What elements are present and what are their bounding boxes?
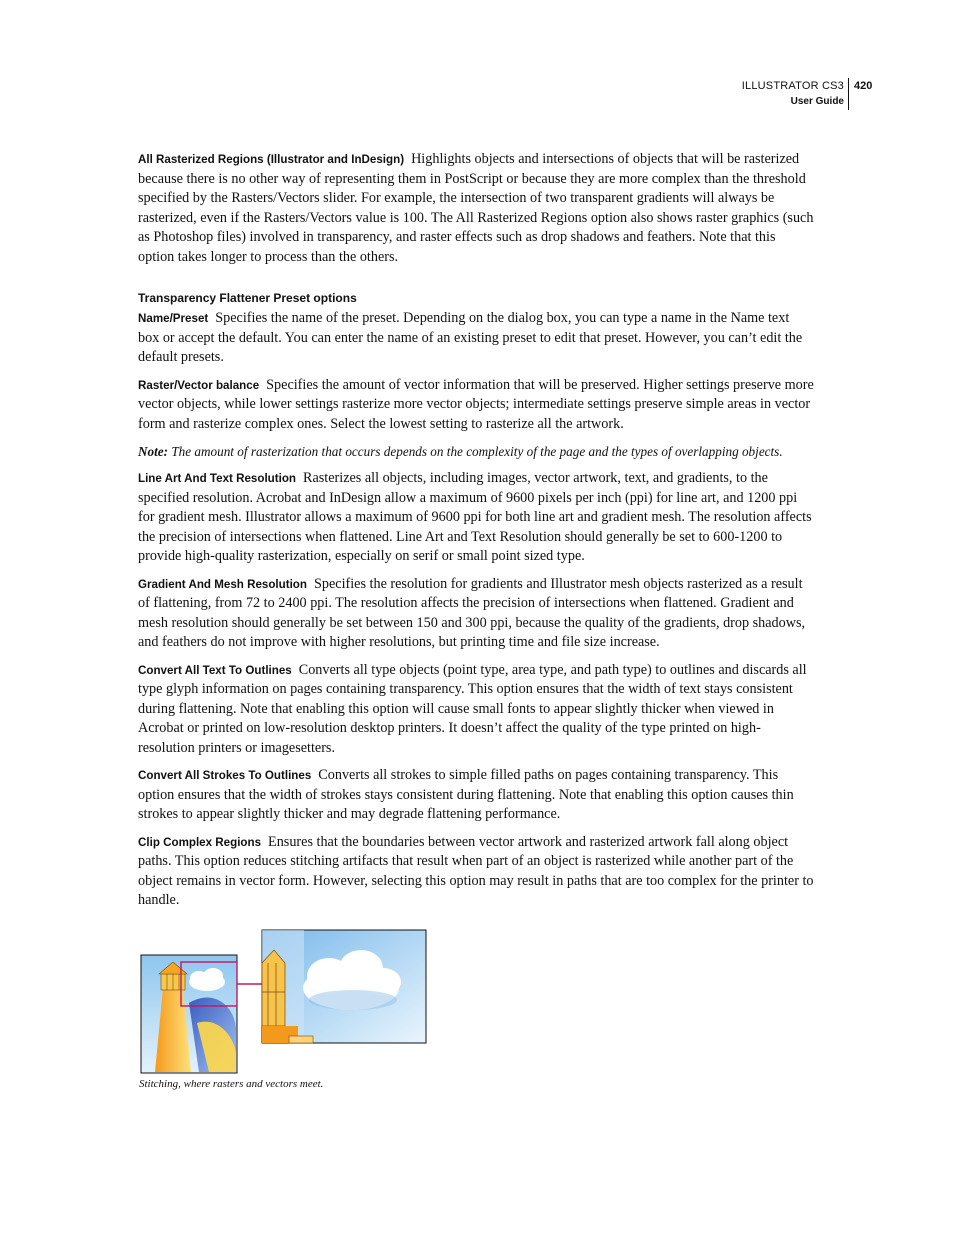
option-term: Clip Complex Regions [138,835,262,849]
page-number: 420 [848,78,872,110]
note-paragraph [138,442,814,461]
option-text: Converts all type objects (point type, area type, and path type) to outlines and discards all type glyph information on pages containing transparency. This option ensures that the width of text stays consistent during flattening. Note that enabling this option will cause small fonts to appear slightly thicker when viewed in Acrobat or printed on low-resolution desktop printers. It doesn’t affect the quality of the type printed on high-resolution printers or imagesetters. [138,661,807,756]
intro-paragraph [138,150,814,267]
page-content [138,150,814,919]
running-header [741,78,873,109]
option-text: Converts all strokes to simple filled paths on pages containing transparency. This option ensures that the width of strokes stays consistent during flattening. Note that enabling this option causes thin strokes to appear slightly thicker and may degrade flattening performance. [138,767,794,822]
product-name: ILLUSTRATOR CS3 [741,80,844,92]
option-clip-complex-regions [138,833,814,911]
enlarged-detail [262,930,426,1043]
option-term: Gradient And Mesh Resolution [138,577,307,591]
option-convert-strokes-outlines [138,766,814,825]
option-text: Specifies the resolution for gradients and Illustrator mesh objects rasterized as a result of flattening, from 72 to 2400 ppi. The resolution affects the precision of intersections when flattened. Gradient and mesh resolution should generally be set between 150 and 300 ppi, because the quality of the gradients, drop shadows, and feathers do not improve with higher resolutions, but printing time and file size increase. [138,575,806,650]
option-term: Convert All Text To Outlines [138,663,292,677]
option-term: Line Art And Text Resolution [138,472,297,485]
note-text: The amount of rasterization that occurs depends on the complexity of the page and the types of overlapping objects. [171,444,783,459]
option-term: Raster/Vector balance [138,378,260,392]
figure-caption: Stitching, where rasters and vectors meet. [139,1078,324,1090]
intro-text: Highlights objects and intersections of objects that will be rasterized because there is no other way of representing them in PostScript or because they are more complex than the threshold specified by the Rasters/Vectors slider. For example, the intersection of two transparent gradients will always be rasterized, even if the Rasters/Vectors value is 100. The All Rasterized Regions option also shows raster graphics (such as Photoshop files) involved in transparency, and raster effects such as drop shadows and feathers. Note that this option takes longer to process than the others. [138,151,814,265]
option-gradient-mesh-resolution [138,575,814,653]
option-term: Name/Preset [138,312,209,325]
intro-term: All Rasterized Regions (Illustrator and InDesign) [138,153,405,166]
option-term: Convert All Strokes To Outlines [138,769,312,782]
option-text: Specifies the amount of vector information that will be preserved. Higher settings preserve more vector objects, while lower settings rasterize more vector objects; intermediate settings preserve simple areas in vector form and rasterize complex ones. Select the lowest setting to rasterize all the artwork. [138,376,814,432]
option-text: Ensures that the boundaries between vector artwork and rasterized artwork fall along object paths. This option reduces stitching artifacts that result when part of an object is rasterized while another part of the object remains in vector form. However, selecting this option may result in paths that are too complex for the printer to handle. [138,833,814,908]
lighthouse-thumbnail [141,955,237,1073]
guide-name: User Guide [790,96,844,107]
option-text: Rasterizes all objects, including images, vector artwork, text, and gradients, to the specified resolution. Acrobat and InDesign allow a maximum of 9600 pixels per inch (ppi) for line art, and 1200 ppi for gradient mesh. Illustrator allows a maximum of 9600 ppi for both line art and gradient mesh. The resolution affects the precision of intersections when flattened. Line Art and Text Resolution should generally be set to 600-1200 to provide high-quality rasterization, especially on serif or small point sized type. [138,470,812,564]
option-name-preset [138,309,814,368]
option-text: Specifies the name of the preset. Depending on the dialog box, you can type a name in the Name text box or accept the default. You can enter the name of an existing preset to edit that preset. However, you can’t edit the default presets. [138,310,803,365]
option-convert-text-outlines [138,661,814,759]
stitching-illustration [139,928,429,1078]
note-label: Note: [138,444,169,459]
option-raster-vector-balance [138,376,814,435]
option-line-art-resolution [138,469,814,567]
section-heading: Transparency Flattener Preset options [138,291,357,305]
stitching-figure [139,928,429,1078]
